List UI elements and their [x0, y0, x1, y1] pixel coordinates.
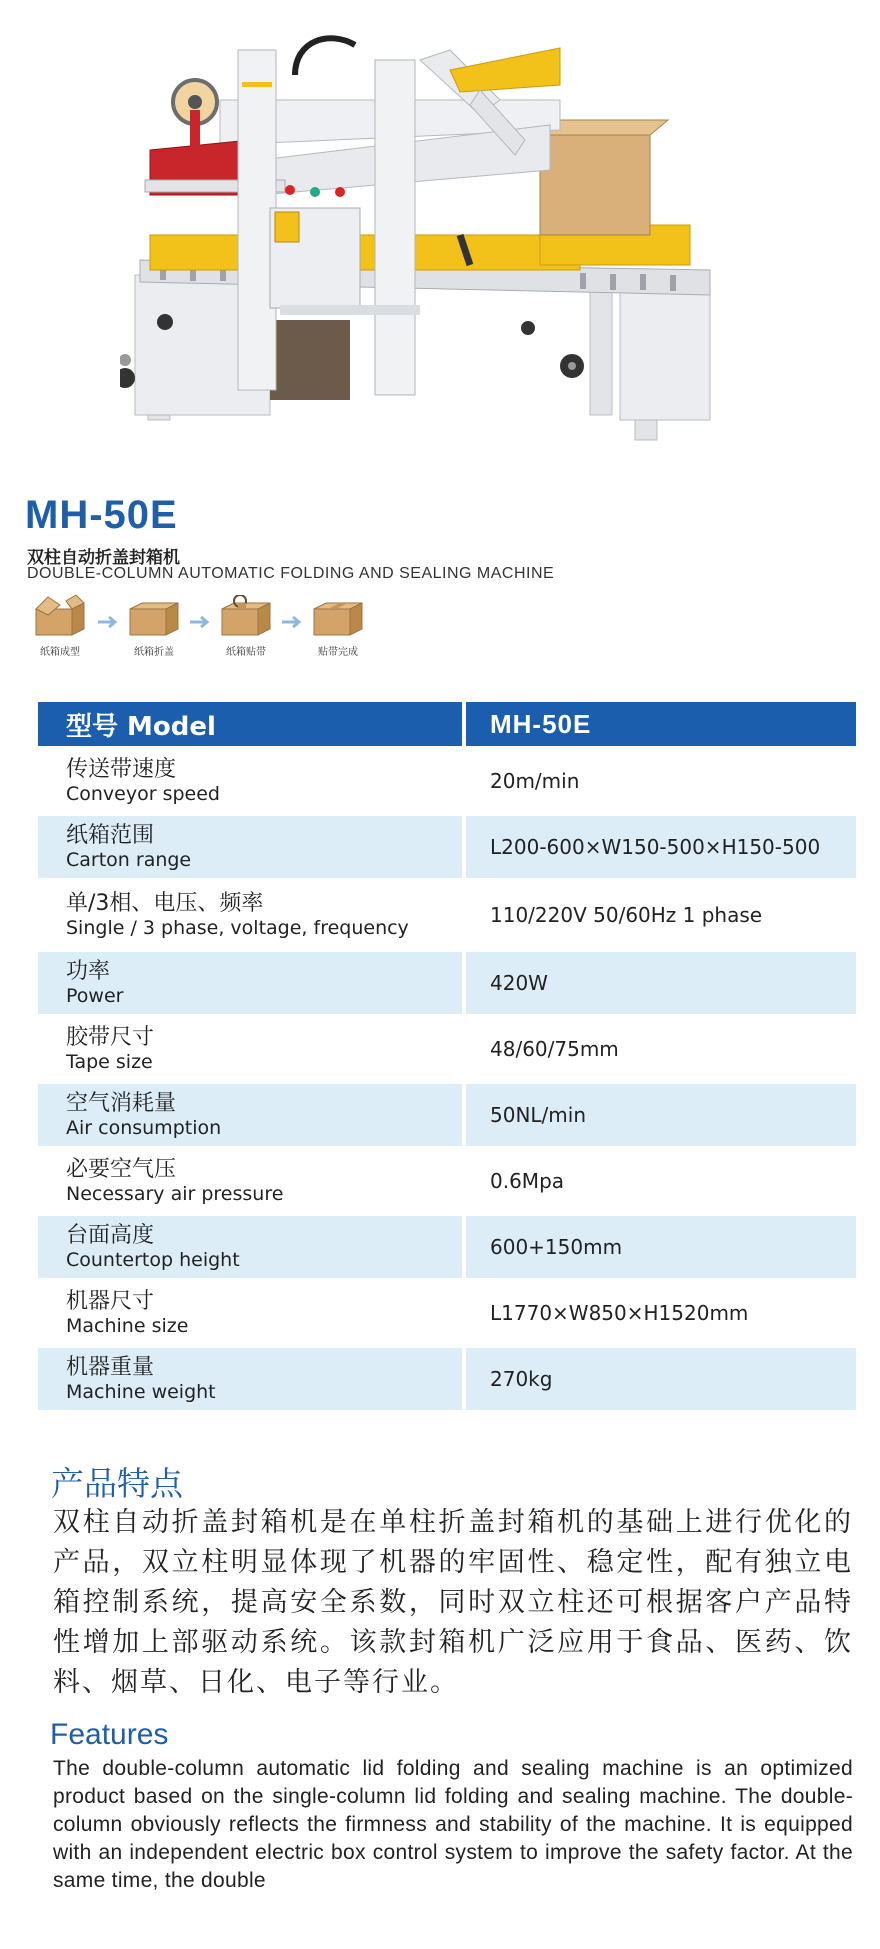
table-row	[38, 1084, 856, 1146]
spec-label-cn: 功率	[66, 958, 111, 984]
product-name-en: DOUBLE-COLUMN AUTOMATIC FOLDING AND SEALING MACHINE	[27, 565, 555, 582]
spec-value: 48/60/75mm	[490, 1037, 619, 1061]
table-row	[38, 1216, 856, 1278]
arrow-right-icon	[282, 615, 304, 629]
spec-label-en: Air consumption	[66, 1116, 222, 1139]
table-header-value: MH-50E	[490, 708, 592, 739]
spec-value: 420W	[466, 952, 856, 1014]
process-step	[214, 595, 278, 670]
arrow-right-icon	[98, 615, 120, 629]
spec-value: 270kg	[466, 1348, 856, 1410]
carton-sealing-machine-illustration	[120, 20, 740, 480]
step-label: 纸箱贴带	[226, 647, 266, 658]
spec-value: L200-600×W150-500×H150-500	[466, 816, 856, 878]
spec-value: L1770×W850×H1520mm	[490, 1301, 749, 1325]
spec-label-en: Carton range	[66, 848, 192, 871]
features-title-cn: 产品特点	[51, 1464, 183, 1503]
step-label: 纸箱成型	[40, 647, 80, 658]
process-step	[306, 595, 370, 670]
product-name-cn: 双柱自动折盖封箱机	[27, 548, 180, 568]
spec-value: 0.6Mpa	[490, 1169, 565, 1193]
model-title: MH-50E	[25, 493, 178, 537]
spec-value: 600+150mm	[466, 1216, 856, 1278]
features-body-cn: 双柱自动折盖封箱机是在单柱折盖封箱机的基础上进行优化的产品，双立柱明显体现了机器的牢固性、稳定性，配有独立电箱控制系统，提高安全系数，同时双立柱还可根据客户产品特性增加上部驱动系统。该款封箱机广泛应用于食品、医药、饮料、烟草、日化、电子等行业。	[53, 1507, 853, 1698]
spec-label-cn: 纸箱范围	[66, 822, 155, 848]
spec-label-en: Machine weight	[66, 1380, 216, 1403]
process-steps	[28, 595, 388, 670]
table-row	[38, 816, 856, 878]
spec-label-cn: 台面高度	[66, 1222, 155, 1248]
spec-label-cn: 机器重量	[66, 1354, 155, 1380]
carton-folding-icon	[126, 595, 182, 639]
table-row	[38, 1348, 856, 1410]
features-body-en: The double-column automatic lid folding and sealing machine is an optimized product based on the single-column lid folding and sealing machine. The double-column obviously reflects the firmness and stability of the machine. It is equipped with an independent electric box control system to improve the safety factor. At the same time, the double	[53, 1757, 853, 1892]
carton-sealed-icon	[310, 595, 366, 639]
spec-value: 20m/min	[490, 769, 580, 793]
step-label: 纸箱折盖	[134, 647, 174, 658]
spec-label-en: Tape size	[66, 1050, 153, 1073]
spec-label-cn: 单/3相、电压、频率	[66, 890, 264, 916]
spec-value: 110/220V 50/60Hz 1 phase	[490, 903, 763, 927]
process-step	[122, 595, 186, 670]
spec-label-cn: 必要空气压	[66, 1156, 177, 1182]
spec-label-cn: 空气消耗量	[66, 1090, 177, 1116]
table-header-row	[38, 702, 856, 746]
spec-label-en: Necessary air pressure	[66, 1182, 284, 1205]
table-row	[38, 882, 856, 948]
features-title-en: Features	[50, 1718, 169, 1751]
spec-label-en: Conveyor speed	[66, 782, 220, 805]
spec-label-en: Machine size	[66, 1314, 189, 1337]
step-label: 贴带完成	[318, 647, 358, 658]
spec-label-cn: 传送带速度	[66, 756, 177, 782]
spec-label-en: Countertop height	[66, 1248, 240, 1271]
spec-value: 50NL/min	[466, 1084, 856, 1146]
table-row	[38, 1282, 856, 1344]
spec-label-en: Single / 3 phase, voltage, frequency	[66, 916, 409, 939]
table-row	[38, 750, 856, 812]
carton-taping-icon	[218, 595, 274, 639]
table-row	[38, 1018, 856, 1080]
table-row	[38, 952, 856, 1014]
process-step	[28, 595, 92, 670]
carton-forming-icon	[32, 595, 88, 639]
spec-label-cn: 机器尺寸	[66, 1288, 155, 1314]
table-row	[38, 1150, 856, 1212]
spec-label-cn: 胶带尺寸	[66, 1024, 155, 1050]
table-header-label: 型号 Model	[66, 711, 216, 742]
arrow-right-icon	[190, 615, 212, 629]
spec-table	[38, 702, 856, 1414]
spec-label-en: Power	[66, 984, 124, 1007]
